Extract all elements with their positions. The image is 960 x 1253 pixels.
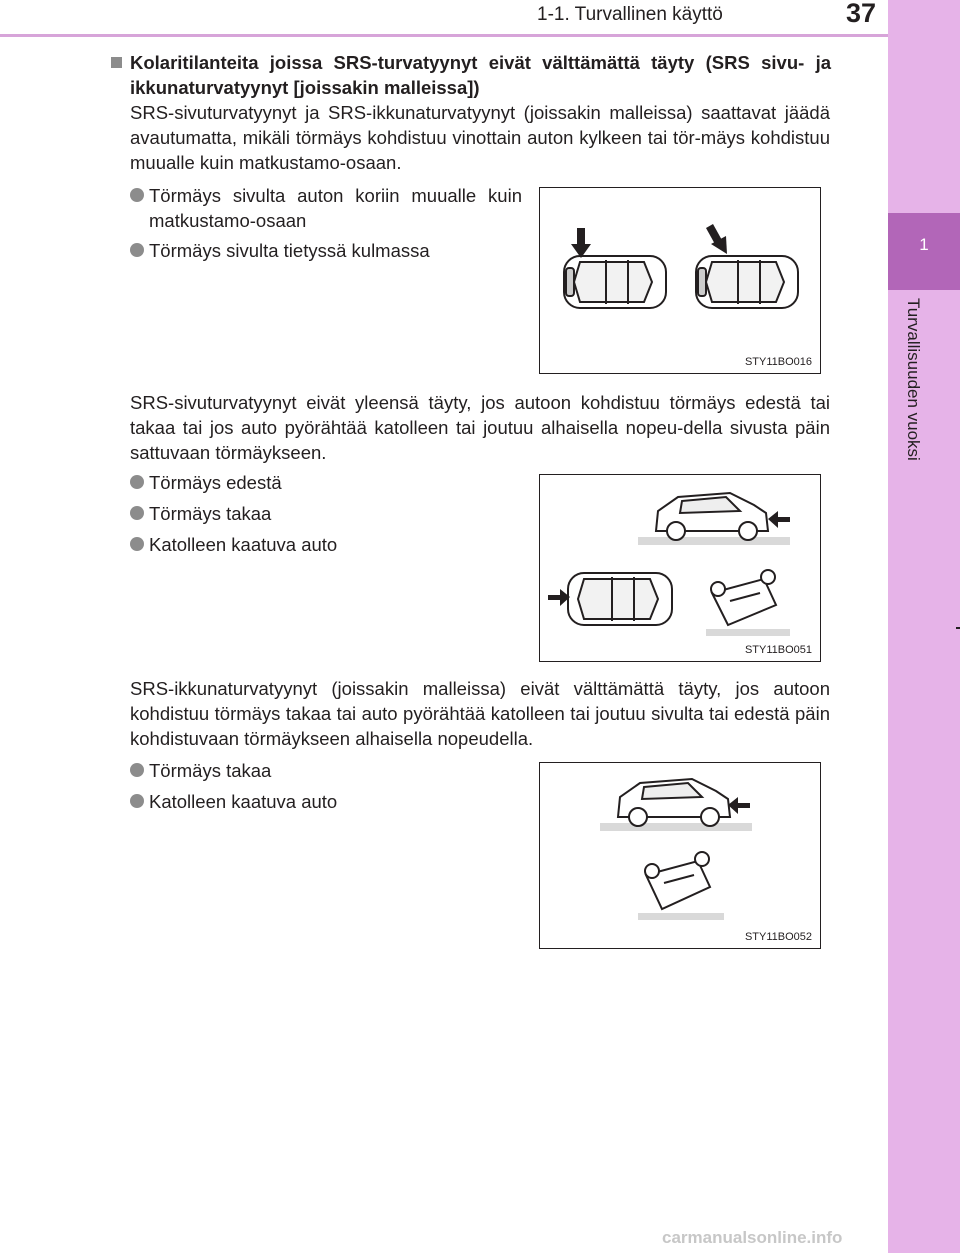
heading-square-icon — [111, 57, 122, 68]
paragraph-1: SRS-sivuturvatyynyt ja SRS-ikkunaturvatyynyt (joissakin malleissa) saattavat jäädä avautumatta, mikäli törmäys kohdistuu vinottain auton kylkeen tai tör-mäys kohdistuu muualle kuin matkustamo-osaan. — [130, 102, 830, 173]
figure-code: STY11BO052 — [744, 931, 812, 943]
side-tick-mark — [956, 627, 960, 629]
car-top-view-left — [564, 256, 666, 308]
car-rollover — [645, 852, 710, 909]
bullet-dot-icon — [130, 763, 144, 777]
road-surface — [638, 913, 724, 920]
bullet-dot-icon — [130, 794, 144, 808]
page-number: 37 — [846, 0, 877, 28]
bullet-item — [130, 532, 337, 557]
chapter-number: 1 — [919, 235, 929, 254]
chapter-title: Turvallisuuden vuoksi — [904, 298, 923, 461]
arrow-straight-down-icon — [571, 228, 591, 258]
road-surface — [638, 537, 790, 545]
section-heading-text: Kolaritilanteita joissa SRS-turvatyynyt eivät välttämättä täyty (SRS sivu- ja ikkunaturvatyynyt [joissakin malleissa]) — [130, 52, 831, 98]
watermark: carmanualsonline.info — [662, 1228, 843, 1247]
arrow-left-icon — [728, 797, 750, 814]
chapter-side-strip — [888, 0, 960, 1253]
header-rule — [0, 34, 888, 37]
figure-side-collision — [539, 187, 821, 374]
bullet-dot-icon — [130, 243, 144, 257]
bullet-text: Törmäys edestä — [149, 472, 282, 493]
bullet-dot-icon — [130, 475, 144, 489]
car-top-view — [568, 573, 672, 625]
side-collision-illustration — [540, 188, 820, 373]
bullet-dot-icon — [130, 188, 144, 202]
bullet-item — [130, 789, 337, 814]
front-rear-rollover-illustration — [540, 475, 820, 661]
car-top-view-right — [696, 256, 798, 308]
bullet-text: Katolleen kaatuva auto — [149, 534, 338, 555]
running-header: 1-1. Turvallinen käyttö — [537, 4, 723, 25]
paragraph-2: SRS-sivuturvatyynyt eivät yleensä täyty, jos autoon kohdistuu törmäys edestä tai takaa tai jos auto pyörähtää katolleen tai joutuu alhaisella nopeu-della sivusta päin sattuvaan törmäykseen. — [130, 392, 830, 463]
arrow-diagonal-icon — [706, 224, 727, 254]
bullet-item — [130, 758, 271, 783]
car-side-view — [618, 779, 730, 826]
bullet-dot-icon — [130, 506, 144, 520]
bullet-text: Törmäys takaa — [149, 503, 272, 524]
bullet-dot-icon — [130, 537, 144, 551]
road-surface — [706, 629, 790, 636]
section-heading — [111, 50, 831, 100]
bullet-text: Törmäys sivulta auton koriin muualle kuin matkustamo-osaan — [149, 185, 522, 231]
bullet-item — [130, 238, 430, 263]
chapter-tab — [888, 213, 960, 290]
arrow-left-icon — [768, 511, 790, 528]
rear-rollover-illustration — [540, 763, 820, 948]
road-surface — [600, 823, 752, 831]
paragraph-3: SRS-ikkunaturvatyynyt (joissakin malleissa) eivät välttämättä täyty, jos autoon kohdistuu törmäys takaa tai auto pyörähtää katolleen tai joutuu sivulta tai edestä päin kohdistuvaan törmäykseen alhaisella nopeudella. — [130, 678, 830, 749]
figure-code: STY11BO051 — [744, 644, 812, 656]
bullet-text: Törmäys takaa — [149, 760, 272, 781]
bullet-item — [130, 470, 282, 495]
figure-rear-rollover — [539, 762, 821, 949]
car-side-view — [656, 493, 768, 540]
car-rollover — [711, 570, 776, 625]
bullet-item — [130, 501, 271, 526]
bullet-item — [130, 183, 522, 233]
arrow-right-icon — [548, 589, 570, 606]
bullet-text: Katolleen kaatuva auto — [149, 791, 338, 812]
figure-front-rear-rollover — [539, 474, 821, 662]
figure-code: STY11BO016 — [744, 356, 812, 368]
bullet-text: Törmäys sivulta tietyssä kulmassa — [149, 240, 430, 261]
